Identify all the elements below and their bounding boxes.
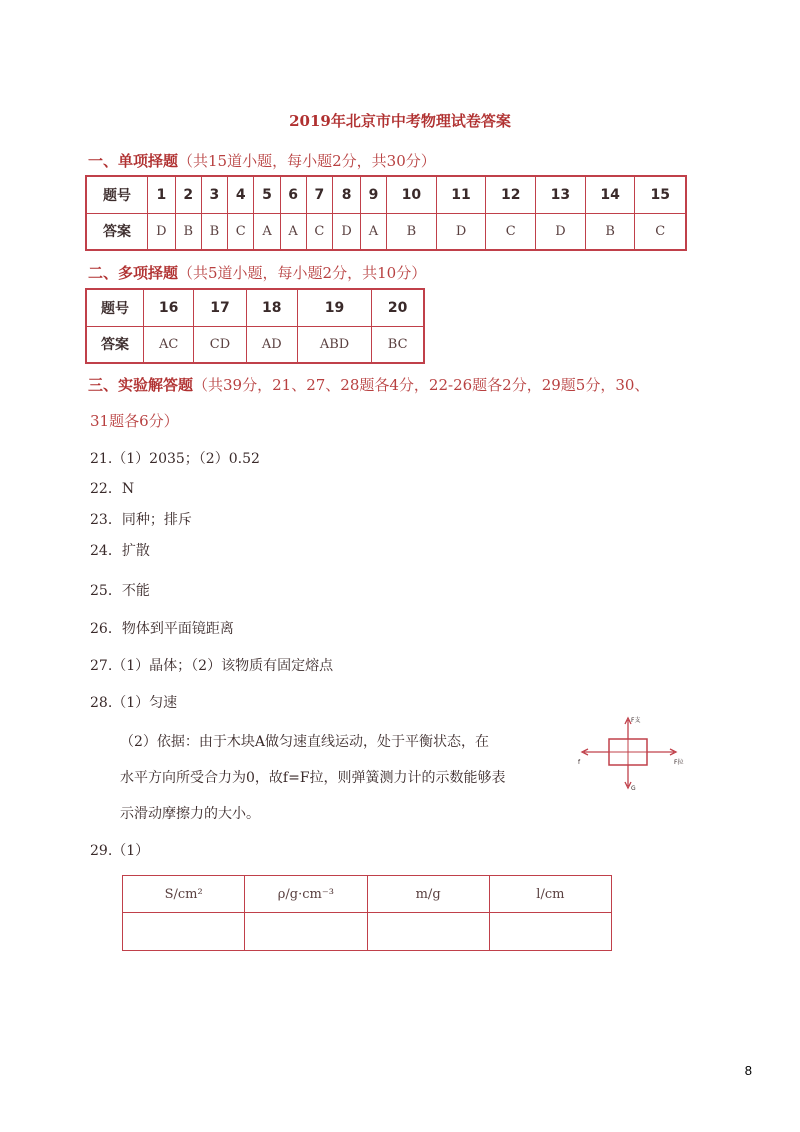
section1-answer-cell: A — [254, 213, 280, 250]
section2-number-cell: 19 — [297, 289, 372, 326]
section2-answer-cell: BC — [372, 326, 424, 363]
section2-answer-cell: AD — [246, 326, 297, 363]
section1-number-cell: 6 — [280, 176, 306, 213]
section1-number-row — [86, 176, 686, 213]
empty-cell — [367, 913, 489, 951]
section1-number-cell: 15 — [635, 176, 686, 213]
section1-answer-cell: A — [360, 213, 386, 250]
section1-answer-cell: D — [333, 213, 361, 250]
section2-answer-cell: AC — [144, 326, 194, 363]
section1-number-cell: 12 — [486, 176, 536, 213]
section1-number-cell: 2 — [175, 176, 201, 213]
section1-answer-cell: C — [635, 213, 686, 250]
answer-27: 27.（1）晶体；（2）该物质有固定熔点 — [90, 658, 334, 674]
answer-25: 25．不能 — [90, 583, 150, 599]
page-number: 8 — [744, 1063, 752, 1078]
section2-answer-cell: ABD — [297, 326, 372, 363]
answer-28-part1: 28.（1）匀速 — [90, 695, 178, 711]
section2-answer-table — [85, 288, 425, 364]
header-area: S/cm² — [123, 876, 245, 913]
section1-answer-cell: D — [536, 213, 586, 250]
header-density: ρ/g·cm⁻³ — [245, 876, 367, 913]
section1-number-cell: 1 — [148, 176, 176, 213]
section1-number-cell: 4 — [227, 176, 254, 213]
section1-number-cell: 7 — [306, 176, 333, 213]
force-diagram — [575, 712, 690, 797]
section2-number-cell: 16 — [144, 289, 194, 326]
section2-answer-cell: CD — [194, 326, 246, 363]
label-friction: f — [578, 759, 581, 766]
section1-answer-cell: D — [436, 213, 486, 250]
label-gravity: G — [631, 785, 636, 792]
answer-21: 21.（1）2035；（2）0.52 — [90, 451, 260, 467]
answer-22: 22．N — [90, 481, 135, 497]
section3-note-line2-wrap — [90, 410, 179, 431]
section1-title: 一、单项择题 — [88, 152, 179, 170]
section1-answer-table — [85, 175, 687, 251]
answer-28-part2-line2: 水平方向所受合力为0，故f=F拉，则弹簧测力计的示数能够表 — [120, 770, 506, 786]
section3-note-line1: （共39分，21、27、28题各4分，22-26题各2分，29题5分，30、 — [193, 376, 650, 394]
section2-heading — [88, 262, 426, 283]
section1-number-cell: 9 — [360, 176, 386, 213]
section1-number-cell: 10 — [387, 176, 437, 213]
section1-answer-cell: B — [175, 213, 201, 250]
header-length: l/cm — [489, 876, 611, 913]
answer-23: 23．同种；排斥 — [90, 512, 192, 528]
section2-number-cell: 20 — [372, 289, 424, 326]
question29-header-row — [123, 876, 612, 913]
label-pull-force: F拉 — [674, 759, 684, 766]
section2-number-cell: 18 — [246, 289, 297, 326]
section1-note: （共15道小题，每小题2分，共30分） — [178, 152, 436, 170]
section1-answer-cell: A — [280, 213, 306, 250]
section1-answer-cell: C — [486, 213, 536, 250]
page-title: 2019年北京市中考物理试卷答案 — [289, 112, 511, 130]
empty-cell — [489, 913, 611, 951]
empty-cell — [123, 913, 245, 951]
section1-answer-cell: B — [387, 213, 437, 250]
section1-number-label: 题号 — [86, 176, 148, 213]
answer-24: 24．扩散 — [90, 543, 150, 559]
section1-number-cell: 14 — [585, 176, 635, 213]
section1-answer-cell: D — [148, 213, 176, 250]
section1-number-cell: 5 — [254, 176, 280, 213]
section3-title: 三、实验解答题 — [88, 376, 194, 394]
section1-heading — [88, 150, 436, 171]
section2-number-row — [86, 289, 424, 326]
empty-cell — [245, 913, 367, 951]
section1-number-cell: 3 — [201, 176, 227, 213]
section2-answer-label: 答案 — [86, 326, 144, 363]
section1-answer-cell: B — [201, 213, 227, 250]
label-support-force: F支 — [631, 717, 641, 724]
section2-number-label: 题号 — [86, 289, 144, 326]
section1-number-cell: 11 — [436, 176, 486, 213]
section1-answer-row — [86, 213, 686, 250]
section1-answer-cell: C — [227, 213, 254, 250]
section1-answer-label: 答案 — [86, 213, 148, 250]
question29-empty-row — [123, 913, 612, 951]
section1-number-cell: 13 — [536, 176, 586, 213]
answer-28-part2-line1: （2）依据：由于木块A做匀速直线运动，处于平衡状态，在 — [120, 734, 490, 750]
section1-number-cell: 8 — [333, 176, 361, 213]
answer-28-part2-line3: 示滑动摩擦力的大小。 — [120, 806, 260, 822]
section3-heading — [88, 374, 649, 395]
section3-note-line2: 31题各6分） — [90, 412, 179, 430]
section2-number-cell: 17 — [194, 289, 246, 326]
answer-26: 26．物体到平面镜距离 — [90, 621, 234, 637]
question29-data-table — [122, 875, 612, 951]
section2-note: （共5道小题，每小题2分，共10分） — [178, 264, 427, 282]
section1-answer-cell: B — [585, 213, 635, 250]
section1-answer-cell: C — [306, 213, 333, 250]
answer-29: 29.（1） — [90, 843, 150, 859]
section2-title: 二、多项择题 — [88, 264, 179, 282]
section2-answer-row — [86, 326, 424, 363]
header-mass: m/g — [367, 876, 489, 913]
